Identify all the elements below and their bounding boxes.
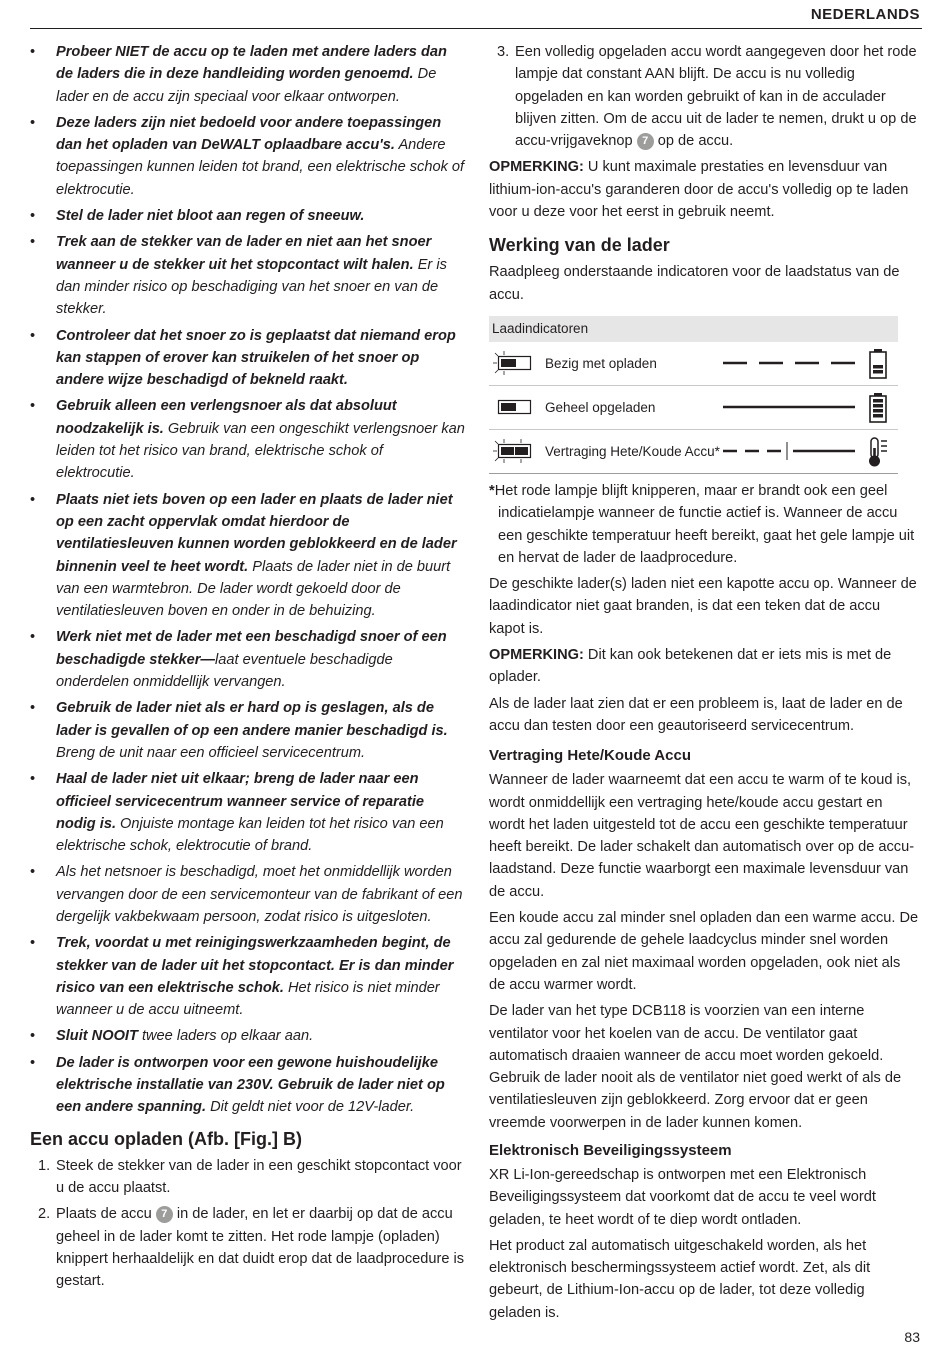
safety-bullet bbox=[30, 626, 465, 693]
safety-bullet bbox=[30, 325, 465, 392]
bullet-bold: Sluit NOOIT bbox=[56, 1028, 138, 1045]
bullet-bold: Gebruik de lader niet als er hard op is geslagen, als de lader is gevallen of op een andere manier beschadigd is. bbox=[56, 700, 448, 739]
safety-bullet bbox=[30, 768, 465, 857]
bullet-bold: Gebruik alleen een verlengsnoer als dat absoluut noodzakelijk is. bbox=[56, 398, 397, 437]
safety-bullet bbox=[30, 205, 465, 227]
indicator-row-hot-cold bbox=[489, 430, 898, 474]
step-text-cont: in de lader, en let er daarbij op dat de accu geheel in de lader komt te zitten. Het rode lampje (opladen) knippert herhaaldelijk en dat duidt erop dat de laadprocedure is gestart. bbox=[56, 1206, 465, 1290]
safety-bullet bbox=[30, 1025, 465, 1047]
header-language: NEDERLANDS bbox=[810, 6, 920, 23]
safety-bullet bbox=[30, 861, 465, 928]
bullet-text: Andere toepassingen kunnen leiden tot brand, een elektrische schok of elektrocutie. bbox=[56, 137, 465, 198]
operation-intro: Raadpleeg onderstaande indicatoren voor de laadstatus van de accu. bbox=[489, 264, 900, 303]
protection-paragraph: XR Li-Ion-gereedschap is ontworpen met een Elektronisch Beveiligingssysteem dat voorkomt dat de accu te veel wordt geladen, te heet wordt of te diep wordt ontladen. bbox=[489, 1166, 876, 1228]
blink-pattern-icon bbox=[721, 352, 859, 374]
bullet-text: Plaats de lader niet in de buurt van een warmtebron. De lader wordt gekoeld door de ventilatiesleuven boven en onder in de behuizing. bbox=[56, 558, 451, 620]
safety-bullet bbox=[30, 932, 465, 1021]
bullet-bold: Plaats niet iets boven op een lader en plaats de lader niet op een zacht oppervlak omdat hierdoor de ventilatiesleuven kunnen worden geblokkeerd en de lader binnenin veel te heet wordt. bbox=[56, 491, 457, 575]
left-column bbox=[30, 41, 465, 1296]
bullet-text: Er is dan minder risico op beschadiging van het snoer en van de stekker. bbox=[56, 256, 447, 318]
safety-bullet bbox=[30, 1052, 465, 1119]
bullet-text: Het risico is niet minder wanneer u de accu uitneemt. bbox=[56, 979, 440, 1019]
bullet-text: Gebruik van een ongeschikt verlengsnoer kan leiden tot het risico van brand, elektrische schok of elektrocutie. bbox=[56, 420, 465, 482]
right-column bbox=[489, 41, 919, 1328]
steady-led-icon bbox=[493, 395, 533, 419]
charging-section-title: Een accu opladen (Afb. [Fig.] B) bbox=[30, 1128, 303, 1149]
charging-steps-right bbox=[489, 41, 919, 152]
battery-charging-icon bbox=[865, 348, 891, 380]
operation-section-title: Werking van de lader bbox=[489, 235, 670, 256]
step-number: 1. bbox=[38, 1157, 51, 1174]
dual-blinking-led-icon bbox=[493, 439, 533, 463]
bullet-bold: Controleer dat het snoer zo is geplaatst dat niemand erop kan stappen of erover kan struikelen of het snoer op andere wijze beschadigd of bekneld raakt. bbox=[56, 327, 456, 389]
bullet-bold: Deze laders zijn niet bedoeld voor andere toepassingen dan het opladen van DeWALT oplaadbare accu's. bbox=[56, 114, 442, 154]
charge-indicator-table bbox=[489, 316, 898, 474]
hot-cold-title: Vertraging Hete/Koude Accu bbox=[489, 747, 691, 765]
blinking-led-icon bbox=[493, 351, 533, 375]
note-text: U kunt maximale prestaties en levensduur van lithium-ion-accu's garanderen door de accu's volledig op te laden voor u deze voor het eerst in gebruik neemt. bbox=[489, 159, 909, 221]
step-number: 2. bbox=[38, 1206, 51, 1223]
hot-cold-pattern-icon bbox=[721, 440, 859, 462]
charging-note bbox=[489, 156, 919, 223]
bullet-bold: De lader is ontworpen voor een gewone huishoudelijke elektrische installatie van 230V. Gebruik de lader niet op een andere spanning. bbox=[56, 1054, 445, 1116]
safety-bullet bbox=[30, 489, 465, 623]
operation-paragraph: Als de lader laat zien dat er een probleem is, laat de lader en de accu dan testen door een geautoriseerd servicecentrum. bbox=[489, 695, 903, 734]
charging-steps-left bbox=[30, 1155, 465, 1293]
indicator-row-charging bbox=[489, 342, 898, 386]
note-label: OPMERKING: bbox=[489, 159, 584, 176]
operation-paragraph: De geschikte lader(s) laden niet een kapotte accu op. Wanneer de laadindicator niet gaat branden, is dat een teken dat de accu kapot is. bbox=[489, 576, 917, 637]
asterisk-text: Het rode lampje blijft knipperen, maar er brandt ook een geel indicatielampje wanneer de functie actief is. Wanneer de accu een geschikte temperatuur heeft bereikt, gaat het gele lampje uit en hervat de lader de laadprocedure. bbox=[494, 482, 915, 566]
bullet-text: De lader en de accu zijn speciaal voor elkaar ontworpen. bbox=[56, 66, 437, 105]
indicator-table-header: Laadindicatoren bbox=[489, 316, 898, 342]
safety-bullet bbox=[30, 41, 465, 108]
battery-full-icon bbox=[865, 392, 891, 424]
callout-badge: 7 bbox=[156, 1206, 173, 1223]
step-text: Een volledig opgeladen accu wordt aangegeven door het rode lampje dat constant AAN blijft. De accu is nu volledig opgeladen en kan worden gebruikt of kan in de acculader blijven zitten. Om de accu uit de lader te nemen, drukt u op de accu-vrijgaveknop bbox=[515, 44, 917, 150]
bullet-text: Breng de unit naar een officieel servicecentrum. bbox=[56, 744, 366, 761]
bullet-text: laat eventuele beschadigde onderdelen onmiddellijk vervangen. bbox=[56, 651, 393, 691]
step-number: 3. bbox=[497, 44, 510, 60]
bullet-bold: Trek aan de stekker van de lader en niet aan het snoer wanneer u de stekker uit het stopcontact wilt halen. bbox=[56, 234, 432, 273]
indicator-label: Vertraging Hete/Koude Accu* bbox=[545, 443, 720, 459]
safety-bullet bbox=[30, 395, 465, 484]
asterisk-mark: * bbox=[489, 482, 495, 499]
thermometer-icon bbox=[865, 436, 891, 468]
indicator-label: Geheel opgeladen bbox=[545, 399, 656, 415]
charging-step bbox=[30, 1203, 465, 1292]
bullet-bold: Haal de lader niet uit elkaar; breng de lader naar een officieel servicecentrum wanneer service of reparatie nodig is. bbox=[56, 771, 425, 832]
indicator-row-full bbox=[489, 386, 898, 430]
step-text: Plaats de accu bbox=[56, 1206, 156, 1223]
hot-cold-paragraph: Een koude accu zal minder snel opladen dan een warme accu. De accu zal gedurende de gehele laadcyclus minder snel worden opgeladen en zal niet maximaal worden opgeladen, ook niet als de accu warmer wordt. bbox=[489, 910, 919, 993]
hot-cold-paragraph: De lader van het type DCB118 is voorzien van een interne ventilator voor het koelen van de accu. De ventilator gaat automatisch draaien wanneer de accu moet worden gekoeld. Gebruik de lader nooit als de ventilator niet goed werkt of als de ventilatiesleuven zijn geblokkeerd. Zorg ervoor dat er geen vreemde voorwerpen in de lader kunnen komen. bbox=[489, 1003, 902, 1131]
steady-pattern-icon bbox=[721, 396, 859, 418]
protection-paragraph: Het product zal automatisch uitgeschakeld worden, als het elektronisch beschermingssysteem actief wordt. Zet, als dit gebeurt, de Lithium-Ion-accu op de lader, tot deze volledig geladen is. bbox=[489, 1237, 871, 1321]
bullet-text: twee laders op elkaar aan. bbox=[137, 1028, 314, 1045]
step-text: Steek de stekker van de lader in een geschikt stopcontact voor u de accu plaatst. bbox=[56, 1157, 462, 1196]
safety-bullet bbox=[30, 231, 465, 320]
safety-bullet-list bbox=[30, 41, 465, 1119]
bullet-bold: Probeer NIET de accu op te laden met andere laders dan de laders die in deze handleiding worden genoemd. bbox=[56, 44, 447, 83]
charging-step bbox=[489, 41, 919, 152]
header-rule bbox=[30, 28, 922, 29]
indicator-label: Bezig met opladen bbox=[545, 355, 657, 371]
bullet-text: Onjuiste montage kan leiden tot het risico van een elektrische schok, elektrocutie of brand. bbox=[56, 815, 444, 855]
charging-step bbox=[30, 1155, 465, 1200]
page-number: 83 bbox=[904, 1329, 920, 1345]
bullet-text: Als het netsnoer is beschadigd, moet het onmiddellijk worden vervangen door de een servicemonteur van de fabrikant of een dergelijk vakbekwaam persoon, zodat risico is uitgesloten. bbox=[56, 864, 463, 925]
hot-cold-paragraph: Wanneer de lader waarneemt dat een accu te warm of te koud is, wordt onmiddellijk een vertraging hete/koude accu gestart en wordt het laden uitgesteld tot de accu een geschikte temperatuur heeft bereikt. De lader schakelt dan automatisch over op de accu-laadstand. Deze functie waarborgt een maximale levensduur van de accu. bbox=[489, 772, 915, 900]
asterisk-note bbox=[489, 480, 919, 569]
bullet-text: Dit geldt niet voor de 12V-lader. bbox=[206, 1099, 415, 1116]
callout-badge: 7 bbox=[637, 133, 654, 150]
safety-bullet bbox=[30, 697, 465, 764]
bullet-bold: Werk niet met de lader met een beschadigd snoer of een beschadigde stekker— bbox=[56, 629, 447, 668]
operation-note bbox=[489, 644, 919, 689]
bullet-bold: Trek, voordat u met reinigingswerkzaamheden begint, de stekker van de lader uit het stopcontact. Er is dan minder risico van een elektrische schok. bbox=[56, 935, 454, 996]
step-text-cont: op de accu. bbox=[653, 133, 734, 150]
note-label: OPMERKING: bbox=[489, 647, 584, 664]
protection-title: Elektronisch Beveiligingssysteem bbox=[489, 1141, 732, 1159]
note-text: Dit kan ook betekenen dat er iets mis is met de oplader. bbox=[489, 647, 892, 686]
safety-bullet bbox=[30, 112, 465, 201]
bullet-bold: Stel de lader niet bloot aan regen of sneeuw. bbox=[56, 208, 365, 225]
